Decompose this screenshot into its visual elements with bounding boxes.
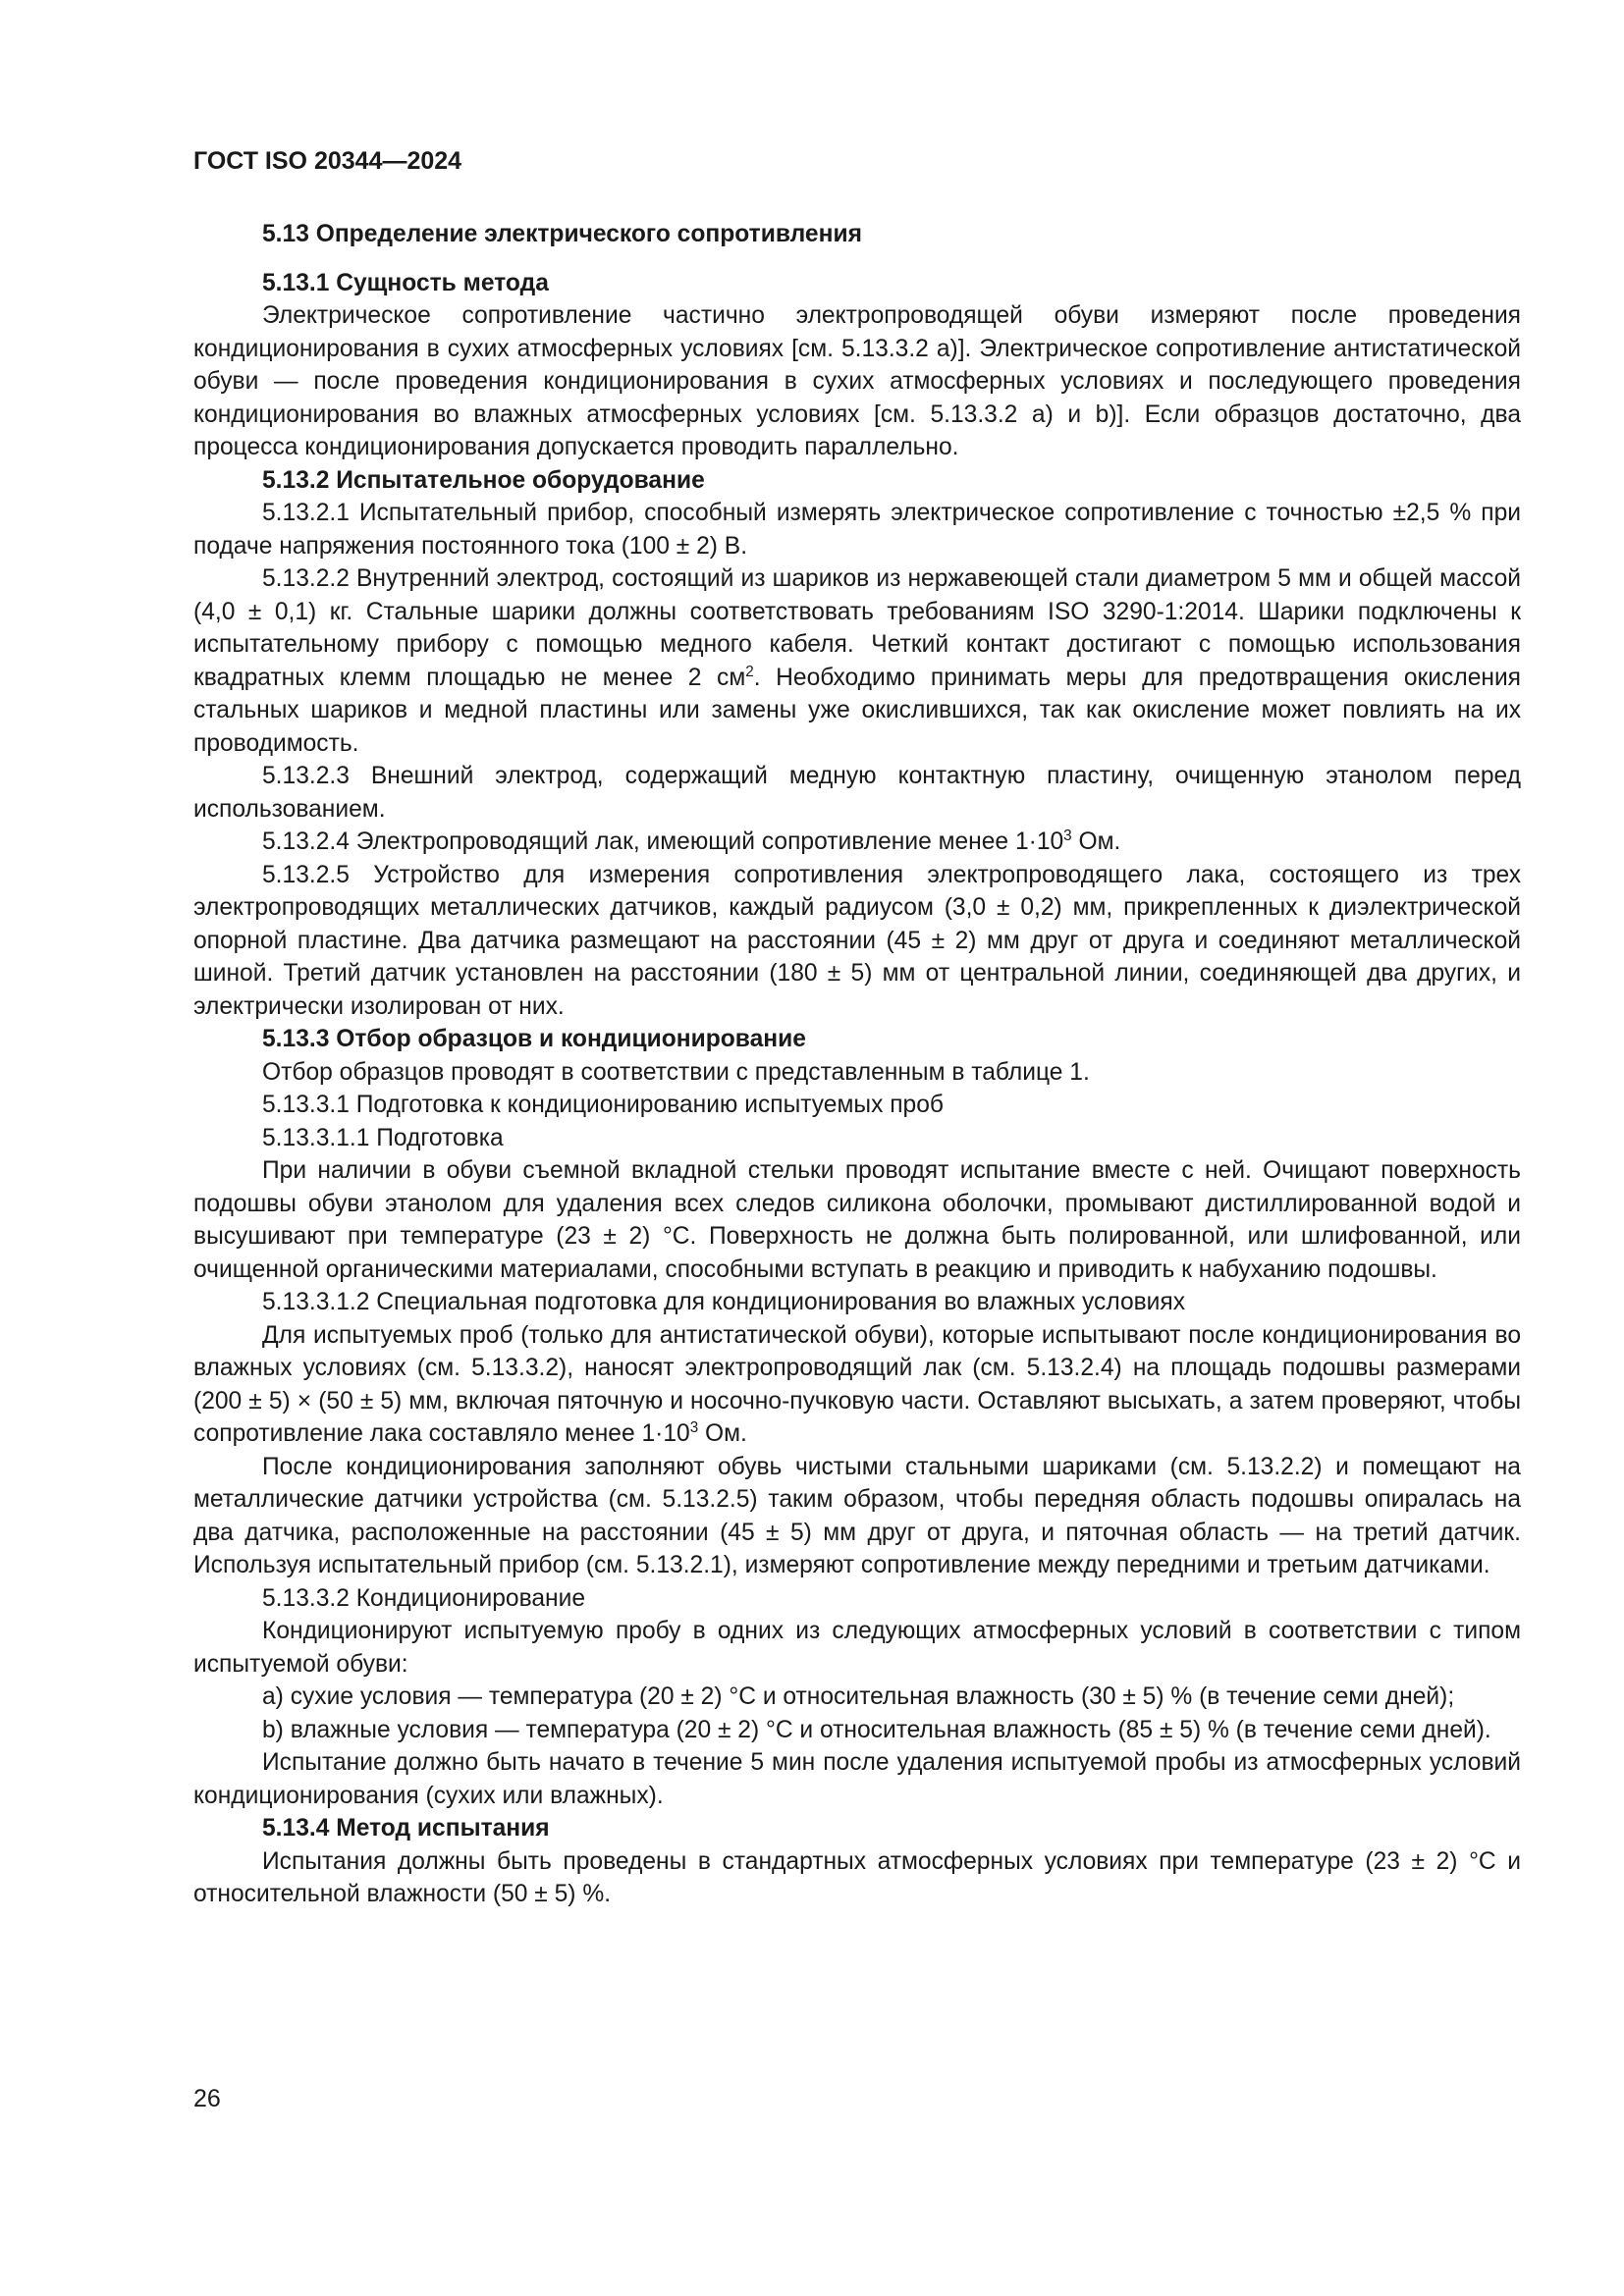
paragraph-test-start: Испытание должно быть начато в течение 5 мин после удаления испытуемой пробы из атмосферных условий кондиционирования (сухих или влажных). <box>193 1749 1521 1809</box>
text-part: Для испытуемых проб (только для антистатической обуви), которые испытывают после кондиционирования во влажных условиях (см. 5.13.3.2), наносят электропроводящий лак (см. 5.13.2.4) на площадь подошвы размерами (200 ± 5) × (50 ± 5) мм, включая пяточную и носочно-пучковую части. Оставляют высыхать, а затем проверяют, чтобы сопротивление лака составляло менее 1·10 <box>193 1321 1521 1447</box>
paragraph-conditioning: Кондиционируют испытуемую пробу в одних из следующих атмосферных условий в соответствии с типом испытуемой обуви: <box>193 1618 1521 1678</box>
subsection-title-sampling: 5.13.3 Отбор образцов и кондиционирование <box>262 1026 806 1052</box>
paragraph-5-13-2-5: 5.13.2.5 Устройство для измерения сопротивления электропроводящего лака, состоящего из трех электропроводящих металлических датчиков, каждый радиусом (3,0 ± 0,2) мм, прикрепленных к диэлектрической опорной пластине. Два датчика размещают на расстоянии (45 ± 2) мм друг от друга и соединяют металлической шиной. Третий датчик установлен на расстоянии (180 ± 5) мм от центральной линии, соединяющей два других, и электрически изолирован от них. <box>193 861 1521 1020</box>
text-part: . Необходимо принимать меры для предотвращения окисления стальных шариков и медной пластины или замены уже окислившихся, так как окисление может повлиять на их проводимость. <box>193 664 1522 757</box>
paragraph-after-conditioning: После кондиционирования заполняют обувь чистыми стальными шариками (см. 5.13.2.2) и помещают на металлические датчики устройства (см. 5.13.2.5) таким образом, чтобы передняя область подошвы опиралась на два датчика, расположенные на расстоянии (45 ± 5) мм друг от друга, и пяточная область — на третий датчик. Используя испытательный прибор (см. 5.13.2.1), измеряют сопротивление между передними и третьим датчиками. <box>193 1453 1521 1578</box>
list-item-wet: b) влажные условия — температура (20 ± 2) °С и относительная влажность (85 ± 5) % (в течение семи дней). <box>262 1716 1491 1743</box>
document-body <box>193 218 1521 1911</box>
paragraph-5-13-3-2: 5.13.3.2 Кондиционирование <box>262 1584 586 1612</box>
text-part: Ом. <box>1071 828 1121 855</box>
subsection-title-equipment: 5.13.2 Испытательное оборудование <box>262 466 705 494</box>
paragraph-5-13-3-1-2: 5.13.3.1.2 Специальная подготовка для кондиционирования во влажных условиях <box>262 1289 1186 1315</box>
paragraph-5-13-3-1: 5.13.3.1 Подготовка к кондиционированию испытуемых проб <box>262 1092 944 1118</box>
paragraph-5-13-3-1-1: 5.13.3.1.1 Подготовка <box>262 1124 504 1151</box>
list-item-dry: а) сухие условия — температура (20 ± 2) °С и относительная влажность (30 ± 5) % (в течение семи дней); <box>262 1683 1455 1710</box>
document-code: ГОСТ ISO 20344—2024 <box>193 147 462 175</box>
text-part: 5.13.2.2 Внутренний электрод, состоящий из шариков из нержавеющей стали диаметром 5 мм и общей массой (4,0 ± 0,1) кг. Стальные шарики должны соответствовать требованиям ISO 3290-1:2014. Шарики подключены к испытательному прибору с помощью медного кабеля. Четкий контакт достигают с помощью использования квадратных клемм площадью не менее 2 см <box>193 565 1521 691</box>
paragraph-method: Испытания должны быть проведены в стандартных атмосферных условиях при температуре (23 ± 2) °С и относительной влажности (50 ± 5) %. <box>193 1847 1521 1907</box>
section-title: 5.13 Определение электрического сопротивления <box>262 221 862 247</box>
subsection-title-method: 5.13.4 Метод испытания <box>262 1815 550 1842</box>
paragraph-sampling: Отбор образцов проводят в соответствии с представленным в таблице 1. <box>262 1058 1090 1086</box>
paragraph-wet-preparation <box>193 1319 1521 1451</box>
paragraph-preparation: При наличии в обуви съемной вкладной стельки проводят испытание вместе с ней. Очищают поверхность подошвы обуви этанолом для удаления всех следов силикона оболочки, промывают дистиллированной водой и высушивают при температуре (23 ± 2) °С. Поверхность не должна быть полированной, или шлифованной, или очищенной органическими материалами, способными вступать в реакцию и приводить к набуханию подошвы. <box>193 1157 1521 1283</box>
text-part: 5.13.2.4 Электропроводящий лак, имеющий сопротивление менее 1·10 <box>262 828 1064 855</box>
superscript: 2 <box>745 663 754 680</box>
subsection-title-essence: 5.13.1 Сущность метода <box>262 269 549 296</box>
paragraph-5-13-2-3: 5.13.2.3 Внешний электрод, содержащий медную контактную пластину, очищенную этанолом перед использованием. <box>193 763 1521 823</box>
paragraph-essence: Электрическое сопротивление частично электропроводящей обуви измеряют после проведения кондиционирования в сухих атмосферных условиях [см. 5.13.3.2 а)]. Электрическое сопротивление антистатической обуви — после проведения кондиционирования в сухих атмосферных условиях и последующего проведения кондиционирования во влажных атмосферных условиях [см. 5.13.3.2 а) и b)]. Если образцов достаточно, два процесса кондиционирования допускается проводить параллельно. <box>193 302 1521 460</box>
superscript: 3 <box>689 1418 699 1436</box>
text-part: Ом. <box>698 1420 747 1447</box>
paragraph-5-13-2-2 <box>193 562 1521 760</box>
superscript: 3 <box>1063 827 1072 844</box>
paragraph-5-13-2-4 <box>193 826 1521 859</box>
paragraph-5-13-2-1: 5.13.2.1 Испытательный прибор, способный измерять электрическое сопротивление с точностью ±2,5 % при подаче напряжения постоянного тока (100 ± 2) В. <box>193 500 1521 560</box>
page-number: 26 <box>193 2085 221 2112</box>
